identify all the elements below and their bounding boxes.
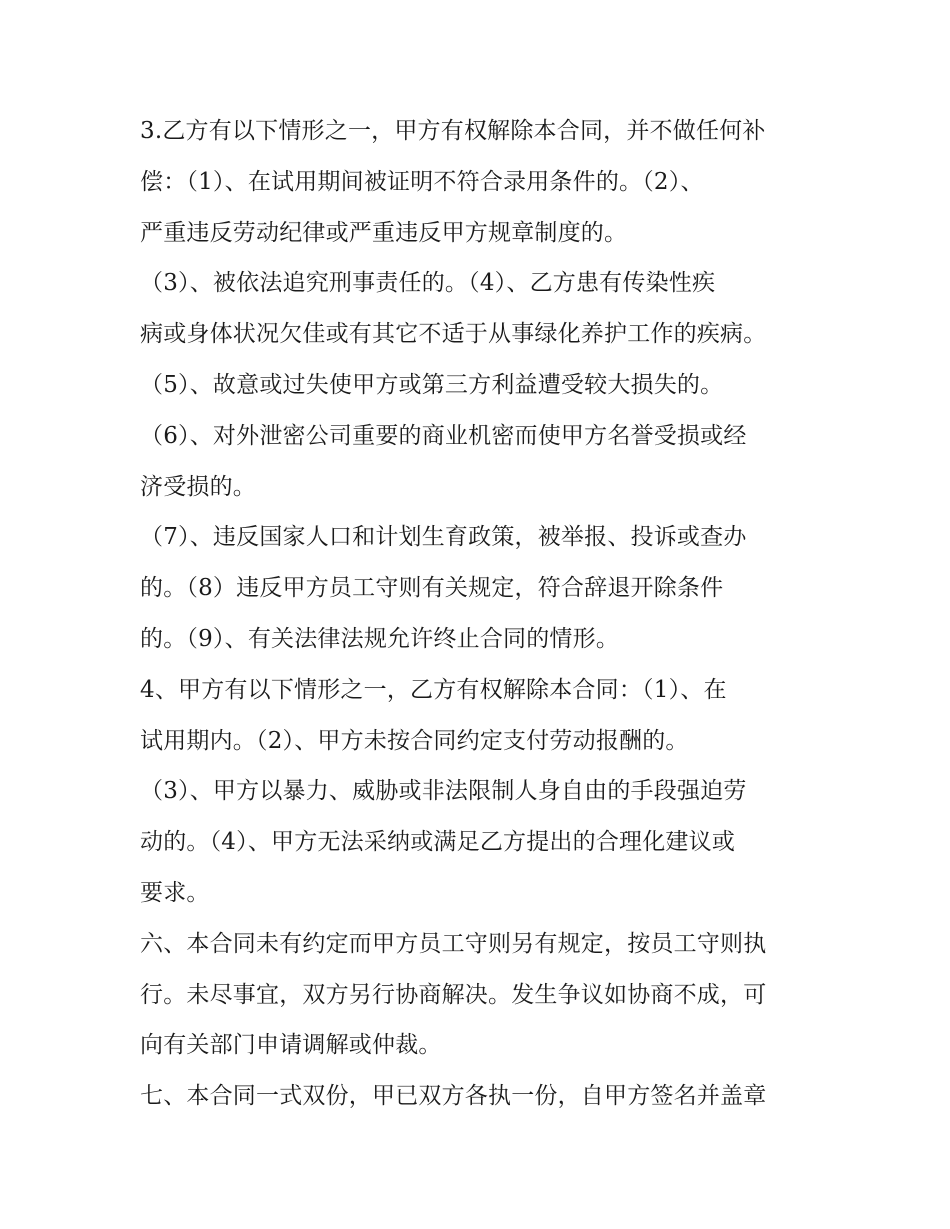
text-line: （7）、违反国家人口和计划生育政策，被举报、投诉或查办 <box>140 524 747 551</box>
text-line: 偿：（1）、在试用期间被证明不符合录用条件的。（2）、 <box>140 168 704 195</box>
text-line: 六、本合同未有约定而甲方员工守则另有规定，按员工守则执 <box>140 930 767 957</box>
text-line: （6）、对外泄密公司重要的商业机密而使甲方名誉受损或经 <box>140 422 747 449</box>
text-line: 七、本合同一式双份，甲已双方各执一份，自甲方签名并盖章 <box>140 1083 767 1110</box>
text-line: （3）、甲方以暴力、威胁或非法限制人身自由的手段强迫劳 <box>140 778 747 805</box>
text-line: 4、甲方有以下情形之一，乙方有权解除本合同：（1）、在 <box>140 676 727 703</box>
text-line: 要求。 <box>140 879 210 906</box>
text-line: 3.乙方有以下情形之一，甲方有权解除本合同，并不做任何补 <box>140 118 766 144</box>
text-line: 济受损的。 <box>140 473 256 500</box>
text-line: 动的。（4）、甲方无法采纳或满足乙方提出的合理化建议或 <box>140 829 736 856</box>
text-line: 试用期内。（2）、甲方未按合同约定支付劳动报酬的。 <box>140 727 689 754</box>
text-line: （5）、故意或过失使甲方或第三方利益遭受较大损失的。 <box>140 371 724 398</box>
text-line: 的。（9）、有关法律法规允许终止合同的情形。 <box>140 625 620 652</box>
text-line: 病或身体状况欠佳或有其它不适于从事绿化养护工作的疾病。 <box>140 321 767 348</box>
text-line: （3）、被依法追究刑事责任的。（4）、乙方患有传染性疾 <box>140 270 716 297</box>
text-line: 的。（8）违反甲方员工守则有关规定，符合辞退开除条件 <box>140 575 724 602</box>
text-line: 行。未尽事宜，双方另行协商解决。发生争议如协商不成，可 <box>140 981 767 1008</box>
contract-text <box>140 106 820 1122</box>
text-line: 严重违反劳动纪律或严重违反甲方规章制度的。 <box>140 219 628 246</box>
text-line: 向有关部门申请调解或仲裁。 <box>140 1032 442 1059</box>
